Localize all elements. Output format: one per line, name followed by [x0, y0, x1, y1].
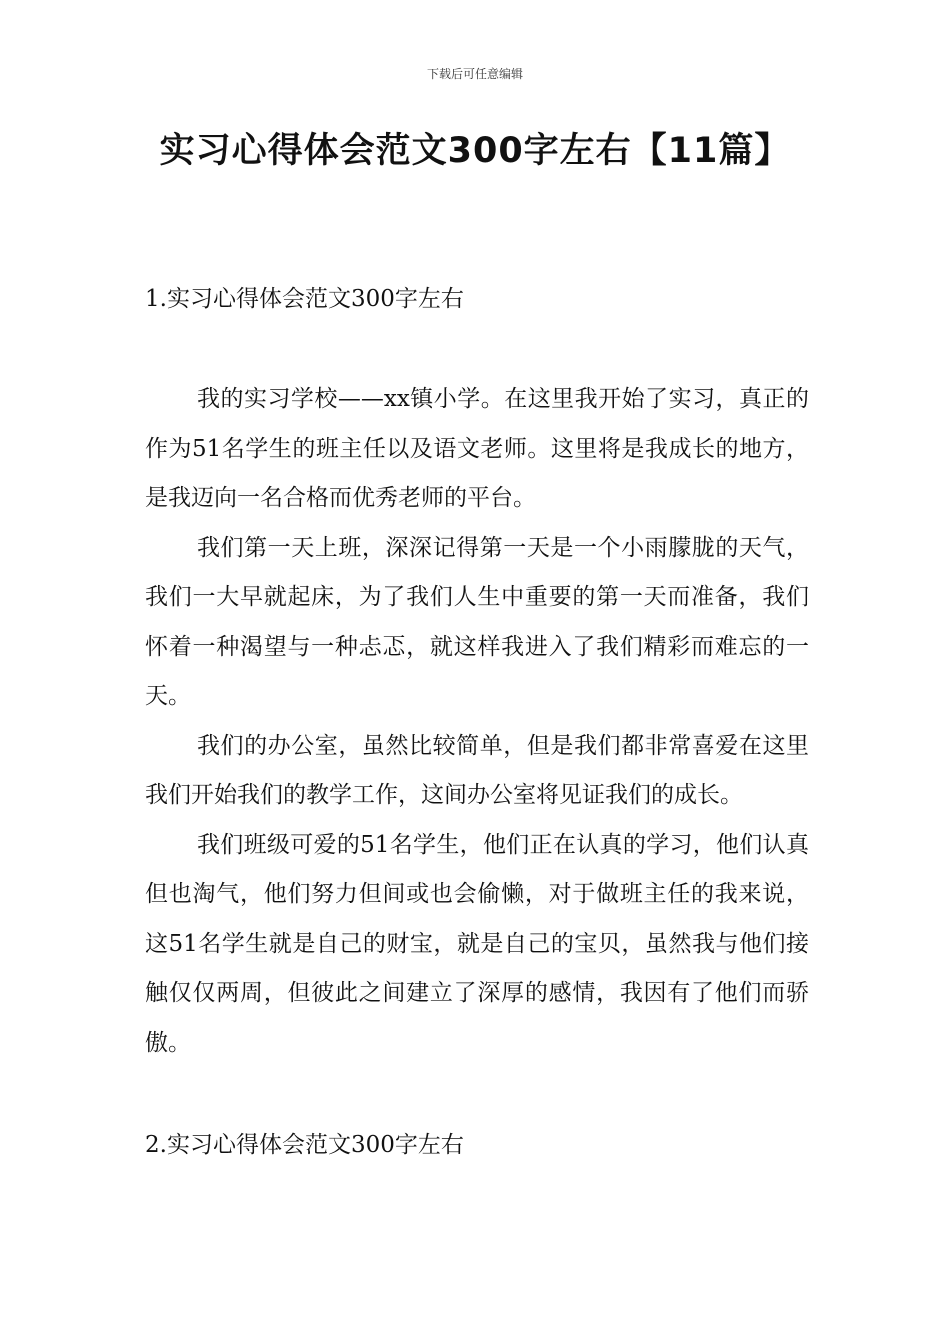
paragraph-3: 我们的办公室，虽然比较简单，但是我们都非常喜爱在这里我们开始我们的教学工作，这间办公室将见证我们的成长。 [145, 732, 809, 808]
paragraph-2: 我们第一天上班，深深记得第一天是一个小雨朦胧的天气，我们一大早就起床，为了我们人生中重要的第一天而准备，我们怀着一种渴望与一种忐忑，就这样我进入了我们精彩而难忘的一天。 [145, 534, 809, 709]
document-title: 实习心得体会范文300字左右【11篇】 [159, 131, 791, 171]
section-heading-2: 2.实习心得体会范文300字左右 [145, 1132, 464, 1158]
section-heading-1: 1.实习心得体会范文300字左右 [145, 286, 464, 312]
paragraph-1: 我的实习学校——xx镇小学。在这里我开始了实习，真正的作为51名学生的班主任以及语文老师。这里将是我成长的地方，是我迈向一名合格而优秀老师的平台。 [145, 386, 809, 511]
paragraph-4: 我们班级可爱的51名学生，他们正在认真的学习，他们认真但也淘气，他们努力但间或也会偷懒，对于做班主任的我来说，这51名学生就是自己的财宝，就是自己的宝贝，虽然我与他们接触仅仅两周，但彼此之间建立了深厚的感情，我因有了他们而骄傲。 [145, 831, 809, 1056]
section-1-body [145, 375, 809, 1068]
header-note: 下载后可任意编辑 [426, 67, 523, 81]
